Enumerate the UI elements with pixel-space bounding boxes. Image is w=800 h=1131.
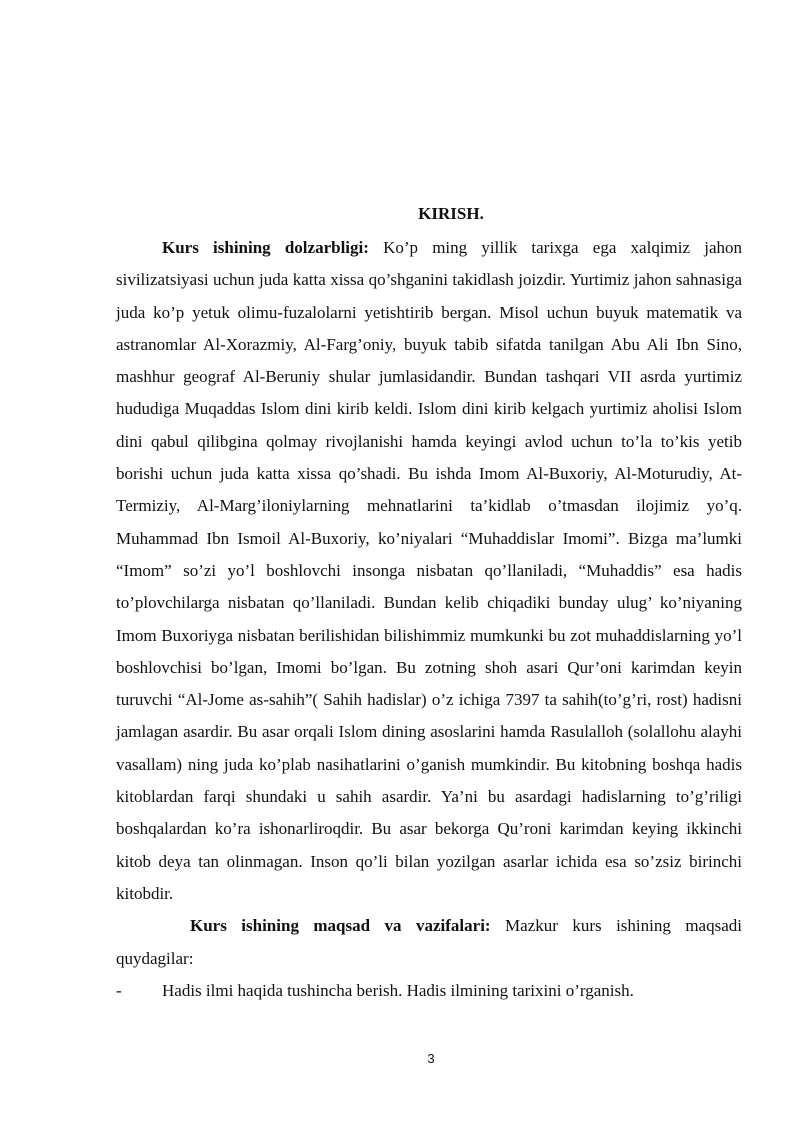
list-item-text: Hadis ilmi haqida tushincha berish. Hadis ilmining tarixini o’rganish. (162, 980, 634, 1000)
paragraph-relevance-text: Ko’p ming yillik tarixga ega xalqimiz jahon sivilizatsiyasi uchun juda katta xissa qo’shganini takidlash joizdir. Yurtimiz jahon sahnasiga juda ko’p yetuk olimu-fuzalolarni yetishtirib bergan. Misol uchun buyuk matematik va astranomlar Al-Xorazmiy, Al-Farg’oniy, buyuk tabib sifatda tanilgan Abu Ali Ibn Sino, mashhur geograf Al-Beruniy shular jumlasidandir. Bundan tashqari VII asrda yurtimiz hududiga Muqaddas Islom dini kirib keldi. Islom dini kirib kelgach yurtimiz aholisi Islom dini qabul qilibgina qolmay rivojlanishi hamda keyingi avlod uchun to’la to’kis yetib borishi uchun juda katta xissa qo’shadi. Bu ishda Imom Al-Buxoriy, Al-Moturudiy, At-Termiziy, Al-Marg’iloniylarning mehnatlarini ta’kidlab o’tmasdan ilojimiz yo’q. Muhammad Ibn Ismoil Al-Buxoriy, ko’niyalari “Muhaddislar Imomi”. Bizga ma’lumki “Imom” so’zi yo’l boshlovchi insonga nisbatan qo’llaniladi, “Muhaddis” esa hadis to’plovchilarga nisbatan qo’llaniladi. Bundan kelib chiqadiki bunday ulug’ ko’niyaning Imom Buxoriyga nisbatan berilishidan bilishimmiz mumkunki bu zot muhaddislarning yo’l boshlovchisi bo’lgan, Imomi bo’lgan. Bu zotning shoh asari Qur’oni karimdan keyin turuvchi “Al-Jome as-sahih”( Sahih hadislar) o’z ichiga 7397 ta sahih(to’g’ri, rost) hadisni jamlagan asardir. Bu asar orqali Islom dining asoslarini hamda Rasulalloh (solallohu alayhi vasallam) ning juda ko’plab nasihatlarini o’ganish mumkindir. Bu kitobning boshqa hadis kitoblardan farqi shundaki u sahih asardir. Ya’ni bu asardagi hadislarning to’g’riligi boshqalardan ko’ra ishonarliroqdir. Bu asar bekorga Qu’roni karimdan keying ikkinchi kitob deya tan olinmagan. Inson qo’li bilan yozilgan asarlar ichida esa so’zsiz birinchi kitobdir. (116, 238, 742, 903)
list-item (116, 975, 742, 1007)
document-body (116, 232, 742, 1007)
page-number: 3 (427, 1051, 435, 1066)
section-title: KIRISH. (418, 204, 484, 223)
paragraph-relevance (116, 232, 742, 910)
paragraph-goals (116, 910, 742, 975)
paragraph-goals-text: Mazkur kurs ishining maqsadi quydagilar: (116, 916, 742, 968)
list-item-marker: - (116, 980, 122, 1000)
paragraph-relevance-lead: Kurs ishining dolzarbligi: (162, 238, 369, 257)
paragraph-goals-lead: Kurs ishining maqsad va vazifalari: (190, 916, 491, 936)
